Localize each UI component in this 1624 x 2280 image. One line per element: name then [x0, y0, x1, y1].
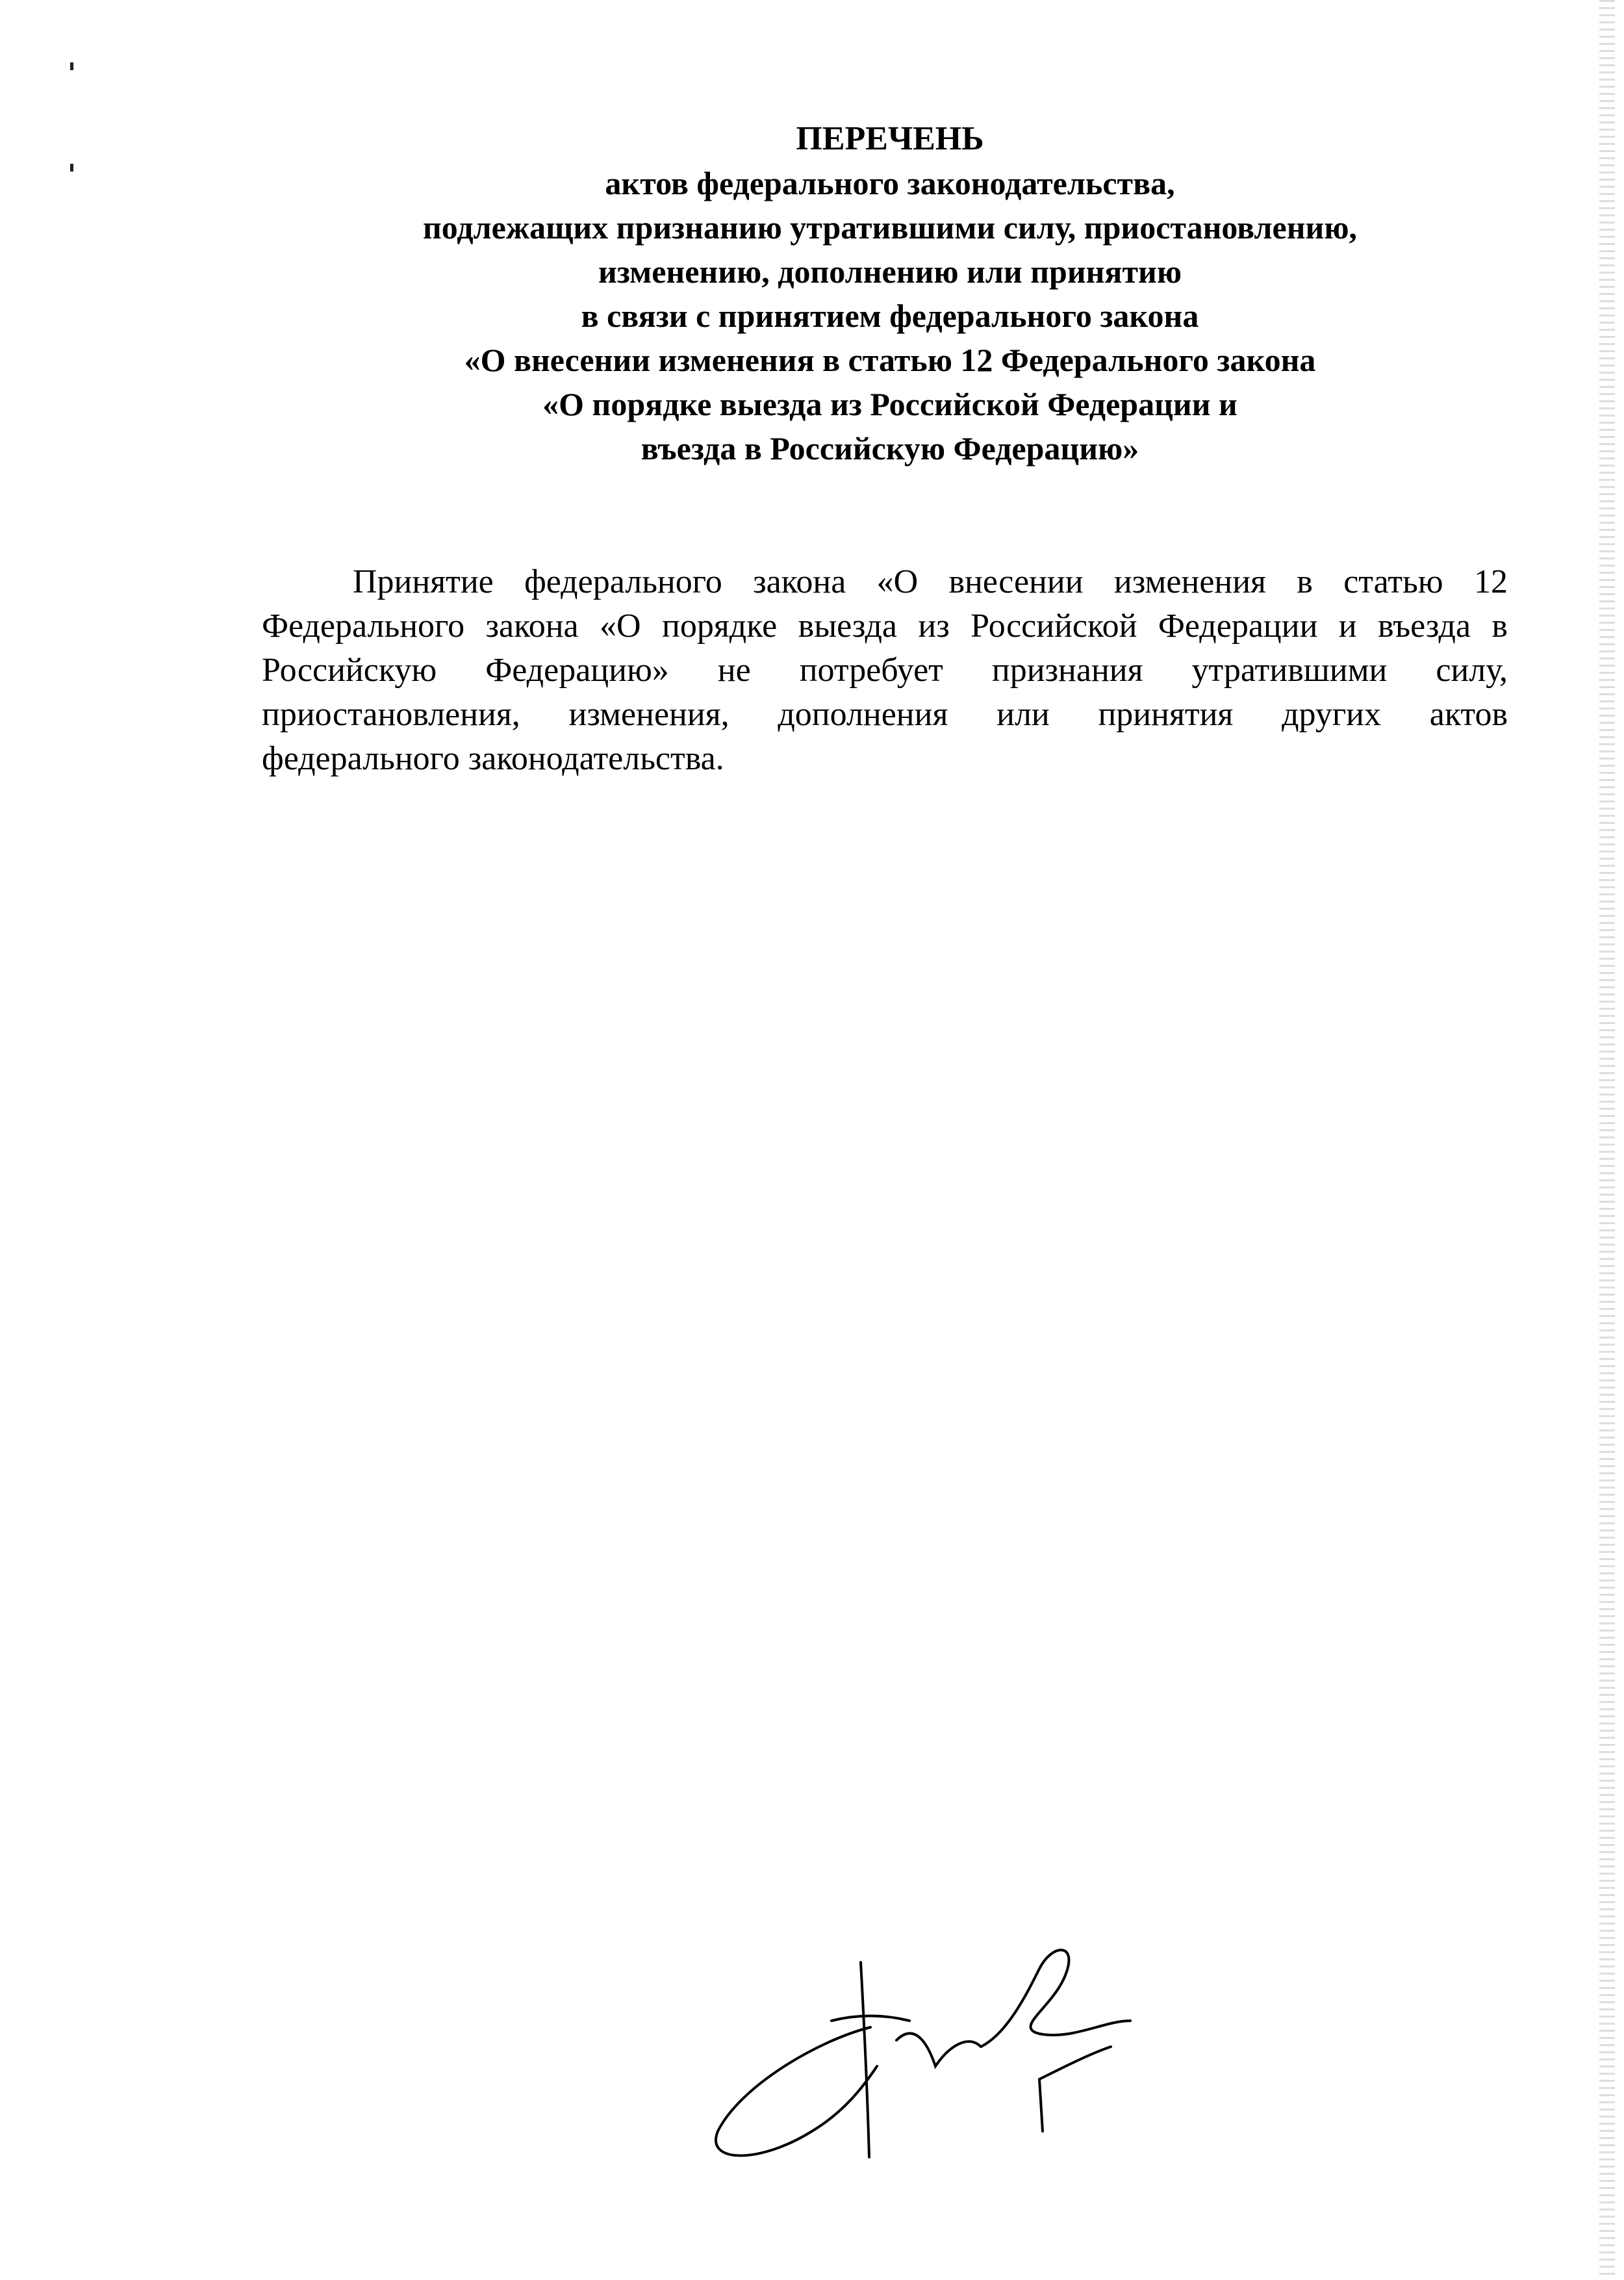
heading-line: «О порядке выезда из Российской Федерации и	[542, 386, 1237, 422]
scan-speck	[70, 62, 73, 70]
heading-line: въезда в Российскую Федерацию»	[641, 430, 1139, 467]
heading-line: подлежащих признанию утратившими силу, приостановлению,	[422, 209, 1358, 246]
heading-line: в связи с принятием федерального закона	[581, 298, 1199, 334]
body-line: приостановления, изменения, дополнения или принятия других актов	[262, 696, 1508, 733]
document-heading	[0, 117, 1624, 470]
body-line: Принятие федерального закона «О внесении изменения в статью 12	[353, 563, 1508, 600]
heading-line: «О внесении изменения в статью 12 Федерального закона	[464, 342, 1316, 378]
heading-line: изменению, дополнению или принятию	[598, 253, 1182, 290]
heading-line: актов федерального законодательства,	[605, 165, 1175, 201]
body-line: федерального законодательства.	[262, 740, 724, 777]
document-body	[262, 560, 1508, 781]
body-line: Федерального закона «О порядке выезда из Российской Федерации и въезда в	[262, 608, 1508, 645]
document-title: ПЕРЕЧЕНЬ	[796, 120, 984, 157]
handwritten-signature	[702, 1917, 1169, 2177]
body-line: Российскую Федерацию» не потребует признания утратившими силу,	[262, 652, 1508, 689]
